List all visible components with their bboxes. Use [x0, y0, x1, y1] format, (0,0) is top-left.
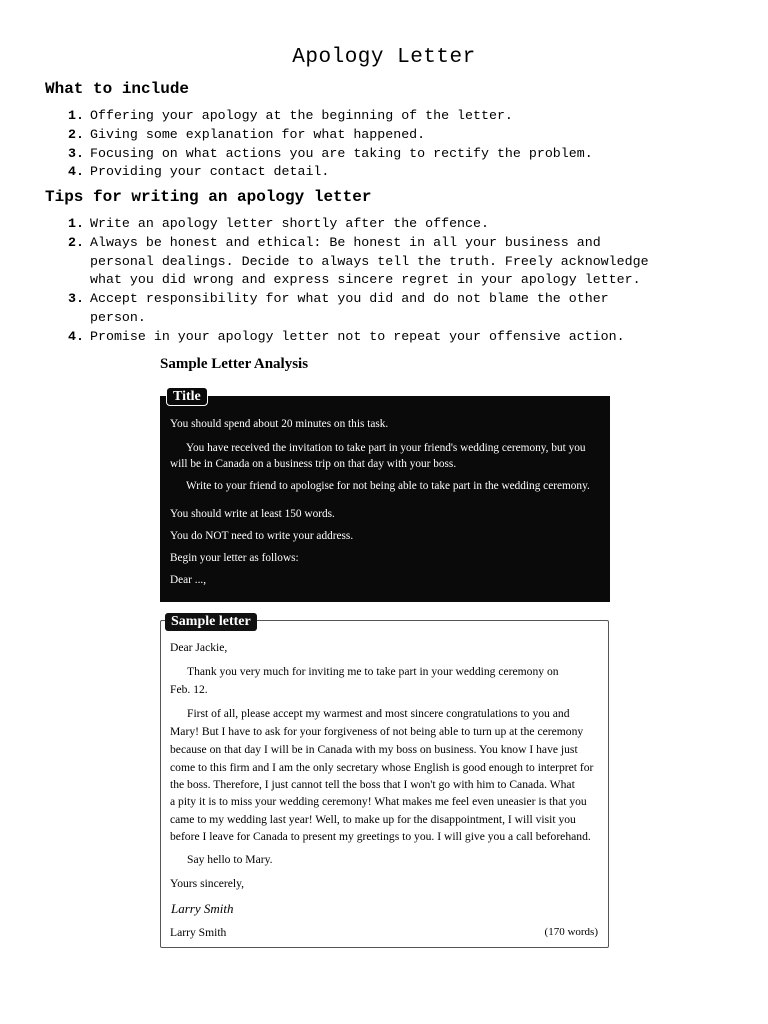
letter-line: came to my wedding last year! Well, to make up for the disappointment, I will visit you: [170, 813, 576, 826]
list-item: 1. Offering your apology at the beginning of the letter.: [68, 108, 513, 123]
letter-line: before I leave for Canada to present my greetings to you. I will give you a call beforehand.: [170, 830, 591, 843]
task-line: Dear ...,: [170, 574, 207, 586]
letter-line: Say hello to Mary.: [187, 853, 273, 866]
task-line: You do NOT need to write your address.: [170, 530, 354, 542]
include-list: [68, 107, 740, 182]
handwritten-signature: Larry Smith: [171, 901, 234, 916]
letter-line: Dear Jackie,: [170, 641, 228, 654]
analysis-title: Sample Letter Analysis: [160, 356, 309, 372]
list-item: 4. Promise in your apology letter not to repeat your offensive action.: [68, 328, 625, 344]
tips-list: [68, 215, 740, 347]
letter-line: Thank you very much for inviting me to take part in your wedding ceremony on: [187, 665, 559, 678]
list-item: 4. Providing your contact detail.: [68, 164, 330, 180]
task-line: Write to your friend to apologise for not being able to take part in the wedding ceremony.: [186, 480, 590, 492]
sample-letter-tab: Sample letter: [165, 613, 257, 631]
letter-line: the boss. Therefore, I just cannot tell the boss that I won't go with him to Canada. What: [170, 778, 575, 791]
letter-line: First of all, please accept my warmest and most sincere congratulations to you and: [187, 707, 570, 720]
task-tab: Title: [166, 387, 208, 406]
letter-line: a pity it is to miss your wedding ceremony! What makes me feel even uneasier is that you: [170, 795, 587, 808]
letter-line: Feb. 12.: [170, 683, 208, 696]
list-item: 3. Accept responsibility for what you did and do not blame the other person.: [68, 291, 609, 325]
letter-line: because on that day I will be in Canada with my boss on business. You know I have just: [170, 743, 578, 756]
list-item: 2. Giving some explanation for what happened.: [68, 126, 426, 142]
page-title: Apology Letter: [292, 46, 476, 69]
letter-line: Larry Smith: [170, 926, 227, 939]
letter-line: Mary! But I have to ask for your forgiveness of not being able to turn up at the ceremony: [170, 725, 584, 738]
task-line: You should spend about 20 minutes on this task.: [170, 418, 389, 430]
section-heading-include: What to include: [45, 80, 190, 98]
task-line: You should write at least 150 words.: [170, 508, 335, 520]
sample-letter-box: [160, 614, 609, 948]
list-item: 2. Always be honest and ethical: Be honest in all your business and personal dealings. Decide to always tell the truth. Freely acknowledge what you did wrong and express sincere regret in your apology letter.: [68, 234, 649, 288]
task-line: will be in Canada on a business trip on that day with your boss.: [170, 458, 457, 470]
list-item: 3. Focusing on what actions you are taking to rectify the problem.: [68, 145, 593, 161]
letter-line: Yours sincerely,: [170, 877, 245, 890]
task-line: Begin your letter as follows:: [170, 552, 299, 564]
section-heading-tips: Tips for writing an apology letter: [45, 188, 372, 206]
word-count: (170 words): [544, 926, 598, 938]
task-line: You have received the invitation to take part in your friend's wedding ceremony, but you: [186, 442, 586, 454]
list-item: 1. Write an apology letter shortly after the offence.: [68, 216, 489, 231]
letter-line: come to this firm and I am the only secretary whose English is good enough to interpret for: [170, 761, 594, 774]
task-box: [160, 389, 610, 602]
